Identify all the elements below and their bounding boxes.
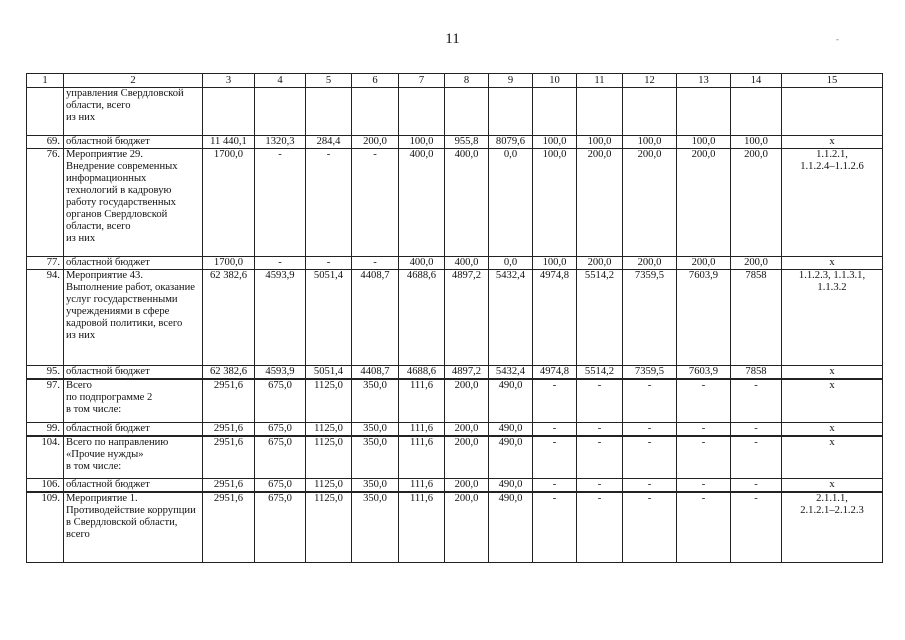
amount-cell: - <box>623 492 677 562</box>
amount-cell: 200,0 <box>623 257 677 270</box>
amount-cell: - <box>577 379 623 422</box>
amount-cell: 200,0 <box>677 149 731 257</box>
column-header-7: 7 <box>399 74 445 88</box>
column-header-15: 15 <box>782 74 883 88</box>
target-code-cell: х <box>782 366 883 380</box>
table-row <box>27 149 883 257</box>
amount-cell: - <box>577 479 623 493</box>
amount-cell: 4593,9 <box>255 270 306 366</box>
amount-cell: 1700,0 <box>203 149 255 257</box>
table-row <box>27 479 883 493</box>
amount-cell: 4897,2 <box>445 270 489 366</box>
amount-cell: 62 382,6 <box>203 366 255 380</box>
column-header-2: 2 <box>64 74 203 88</box>
amount-cell: 62 382,6 <box>203 270 255 366</box>
amount-cell: 350,0 <box>352 436 399 479</box>
amount-cell: 0,0 <box>489 149 533 257</box>
amount-cell <box>255 88 306 136</box>
amount-cell: - <box>577 436 623 479</box>
amount-cell: 7858 <box>731 270 782 366</box>
row-number-cell <box>27 88 64 136</box>
margin-mark: - <box>836 34 839 44</box>
column-header-3: 3 <box>203 74 255 88</box>
amount-cell: - <box>255 257 306 270</box>
table-row <box>27 257 883 270</box>
table-body <box>27 88 883 563</box>
table-row <box>27 422 883 436</box>
amount-cell: 200,0 <box>445 422 489 436</box>
target-code-cell: 1.1.2.1, 1.1.2.4–1.1.2.6 <box>782 149 883 257</box>
target-code-cell: х <box>782 436 883 479</box>
amount-cell: 1125,0 <box>306 492 352 562</box>
amount-cell: - <box>533 436 577 479</box>
amount-cell: - <box>533 492 577 562</box>
amount-cell <box>577 88 623 136</box>
amount-cell: 7858 <box>731 366 782 380</box>
column-header-6: 6 <box>352 74 399 88</box>
amount-cell: - <box>677 422 731 436</box>
amount-cell: 1125,0 <box>306 479 352 493</box>
amount-cell <box>445 88 489 136</box>
column-header-9: 9 <box>489 74 533 88</box>
amount-cell: - <box>677 379 731 422</box>
amount-cell: - <box>677 479 731 493</box>
column-header-8: 8 <box>445 74 489 88</box>
amount-cell: 200,0 <box>445 479 489 493</box>
amount-cell: 200,0 <box>352 136 399 149</box>
amount-cell: 200,0 <box>445 379 489 422</box>
amount-cell: 955,8 <box>445 136 489 149</box>
table-row <box>27 88 883 136</box>
amount-cell: 2951,6 <box>203 379 255 422</box>
amount-cell: - <box>306 257 352 270</box>
row-number-cell: 94. <box>27 270 64 366</box>
row-name-cell: областной бюджет <box>64 366 203 380</box>
row-number-cell: 76. <box>27 149 64 257</box>
target-code-cell: 2.1.1.1, 2.1.2.1–2.1.2.3 <box>782 492 883 562</box>
amount-cell: 1320,3 <box>255 136 306 149</box>
table-row <box>27 492 883 562</box>
amount-cell: 284,4 <box>306 136 352 149</box>
amount-cell <box>203 88 255 136</box>
target-code-cell: х <box>782 257 883 270</box>
amount-cell: 4408,7 <box>352 270 399 366</box>
amount-cell: 5051,4 <box>306 270 352 366</box>
amount-cell: 4408,7 <box>352 366 399 380</box>
amount-cell: 100,0 <box>577 136 623 149</box>
amount-cell: - <box>623 379 677 422</box>
amount-cell: 100,0 <box>399 136 445 149</box>
column-number-header-row <box>27 74 883 88</box>
amount-cell: 100,0 <box>731 136 782 149</box>
amount-cell: 8079,6 <box>489 136 533 149</box>
amount-cell: 200,0 <box>731 257 782 270</box>
amount-cell: 675,0 <box>255 379 306 422</box>
amount-cell: 2951,6 <box>203 422 255 436</box>
row-number-cell: 97. <box>27 379 64 422</box>
amount-cell: 2951,6 <box>203 479 255 493</box>
amount-cell: 100,0 <box>533 136 577 149</box>
amount-cell: 490,0 <box>489 492 533 562</box>
amount-cell: 111,6 <box>399 479 445 493</box>
amount-cell: 675,0 <box>255 492 306 562</box>
amount-cell: 4974,8 <box>533 270 577 366</box>
amount-cell: 4688,6 <box>399 366 445 380</box>
column-header-13: 13 <box>677 74 731 88</box>
row-name-cell: областной бюджет <box>64 257 203 270</box>
amount-cell <box>489 88 533 136</box>
amount-cell: - <box>533 479 577 493</box>
row-number-cell: 95. <box>27 366 64 380</box>
amount-cell: - <box>352 149 399 257</box>
amount-cell: 7359,5 <box>623 366 677 380</box>
row-number-cell: 69. <box>27 136 64 149</box>
column-header-1: 1 <box>27 74 64 88</box>
table-row <box>27 436 883 479</box>
column-header-14: 14 <box>731 74 782 88</box>
amount-cell: 4593,9 <box>255 366 306 380</box>
amount-cell: 7603,9 <box>677 270 731 366</box>
amount-cell: - <box>731 479 782 493</box>
amount-cell: 5432,4 <box>489 270 533 366</box>
amount-cell: 350,0 <box>352 479 399 493</box>
amount-cell: 490,0 <box>489 479 533 493</box>
amount-cell: 1125,0 <box>306 436 352 479</box>
amount-cell: - <box>731 422 782 436</box>
amount-cell: - <box>577 422 623 436</box>
amount-cell: 400,0 <box>445 257 489 270</box>
amount-cell: 1125,0 <box>306 379 352 422</box>
amount-cell: 675,0 <box>255 436 306 479</box>
amount-cell: 350,0 <box>352 379 399 422</box>
row-name-cell: областной бюджет <box>64 422 203 436</box>
amount-cell: - <box>577 492 623 562</box>
amount-cell: 200,0 <box>577 257 623 270</box>
row-name-cell: Всего по направлению «Прочие нужды» в том числе: <box>64 436 203 479</box>
amount-cell: 200,0 <box>623 149 677 257</box>
amount-cell: 7603,9 <box>677 366 731 380</box>
amount-cell: 675,0 <box>255 479 306 493</box>
amount-cell <box>306 88 352 136</box>
target-code-cell: 1.1.2.3, 1.1.3.1, 1.1.3.2 <box>782 270 883 366</box>
row-number-cell: 99. <box>27 422 64 436</box>
amount-cell: - <box>623 479 677 493</box>
row-name-cell: Мероприятие 1. Противодействие коррупции в Свердловской области, всего <box>64 492 203 562</box>
amount-cell: 1700,0 <box>203 257 255 270</box>
amount-cell: 100,0 <box>533 149 577 257</box>
row-number-cell: 106. <box>27 479 64 493</box>
amount-cell: 200,0 <box>445 492 489 562</box>
amount-cell: 350,0 <box>352 422 399 436</box>
amount-cell: 11 440,1 <box>203 136 255 149</box>
amount-cell: 4897,2 <box>445 366 489 380</box>
amount-cell: 1125,0 <box>306 422 352 436</box>
amount-cell: - <box>306 149 352 257</box>
amount-cell <box>677 88 731 136</box>
amount-cell: - <box>623 436 677 479</box>
amount-cell: 111,6 <box>399 422 445 436</box>
row-number-cell: 109. <box>27 492 64 562</box>
amount-cell: 2951,6 <box>203 492 255 562</box>
amount-cell: - <box>533 422 577 436</box>
table-row <box>27 379 883 422</box>
amount-cell: 100,0 <box>533 257 577 270</box>
amount-cell: - <box>352 257 399 270</box>
amount-cell: 5514,2 <box>577 366 623 380</box>
amount-cell: - <box>731 436 782 479</box>
target-code-cell: х <box>782 136 883 149</box>
column-header-5: 5 <box>306 74 352 88</box>
amount-cell: 490,0 <box>489 422 533 436</box>
amount-cell: 111,6 <box>399 492 445 562</box>
amount-cell: 5514,2 <box>577 270 623 366</box>
row-name-cell: Мероприятие 43. Выполнение работ, оказание услуг государственными учреждениями в сфере кадровой политики, всего из них <box>64 270 203 366</box>
column-header-11: 11 <box>577 74 623 88</box>
amount-cell <box>623 88 677 136</box>
target-code-cell: х <box>782 379 883 422</box>
amount-cell <box>731 88 782 136</box>
amount-cell: - <box>533 379 577 422</box>
amount-cell: 490,0 <box>489 379 533 422</box>
amount-cell: - <box>623 422 677 436</box>
amount-cell: 2951,6 <box>203 436 255 479</box>
row-number-cell: 77. <box>27 257 64 270</box>
amount-cell <box>399 88 445 136</box>
row-name-cell: областной бюджет <box>64 136 203 149</box>
amount-cell: 400,0 <box>399 257 445 270</box>
amount-cell: - <box>255 149 306 257</box>
amount-cell: 4688,6 <box>399 270 445 366</box>
amount-cell <box>352 88 399 136</box>
amount-cell: 111,6 <box>399 436 445 479</box>
target-code-cell: х <box>782 422 883 436</box>
amount-cell: 200,0 <box>445 436 489 479</box>
amount-cell: - <box>677 436 731 479</box>
amount-cell <box>533 88 577 136</box>
amount-cell: 490,0 <box>489 436 533 479</box>
amount-cell: - <box>677 492 731 562</box>
column-header-10: 10 <box>533 74 577 88</box>
amount-cell: 350,0 <box>352 492 399 562</box>
row-name-cell: Всего по подпрограмме 2 в том числе: <box>64 379 203 422</box>
amount-cell: 200,0 <box>577 149 623 257</box>
amount-cell: - <box>731 492 782 562</box>
row-number-cell: 104. <box>27 436 64 479</box>
amount-cell: 200,0 <box>731 149 782 257</box>
amount-cell: 5432,4 <box>489 366 533 380</box>
amount-cell: 4974,8 <box>533 366 577 380</box>
amount-cell: 100,0 <box>623 136 677 149</box>
amount-cell: 675,0 <box>255 422 306 436</box>
column-header-4: 4 <box>255 74 306 88</box>
amount-cell: - <box>731 379 782 422</box>
amount-cell: 5051,4 <box>306 366 352 380</box>
row-name-cell: управления Свердловской области, всего из них <box>64 88 203 136</box>
row-name-cell: областной бюджет <box>64 479 203 493</box>
row-name-cell: Мероприятие 29. Внедрение современных информационных технологий в кадровую работу государственных органов Свердловской области, всего из них <box>64 149 203 257</box>
table-row <box>27 136 883 149</box>
target-code-cell <box>782 88 883 136</box>
page-number: 11 <box>445 31 460 47</box>
amount-cell: 111,6 <box>399 379 445 422</box>
amount-cell: 400,0 <box>445 149 489 257</box>
amount-cell: 200,0 <box>677 257 731 270</box>
target-code-cell: х <box>782 479 883 493</box>
amount-cell: 400,0 <box>399 149 445 257</box>
table-row <box>27 270 883 366</box>
amount-cell: 7359,5 <box>623 270 677 366</box>
amount-cell: 0,0 <box>489 257 533 270</box>
table-row <box>27 366 883 380</box>
budget-table <box>26 73 883 563</box>
column-header-12: 12 <box>623 74 677 88</box>
amount-cell: 100,0 <box>677 136 731 149</box>
